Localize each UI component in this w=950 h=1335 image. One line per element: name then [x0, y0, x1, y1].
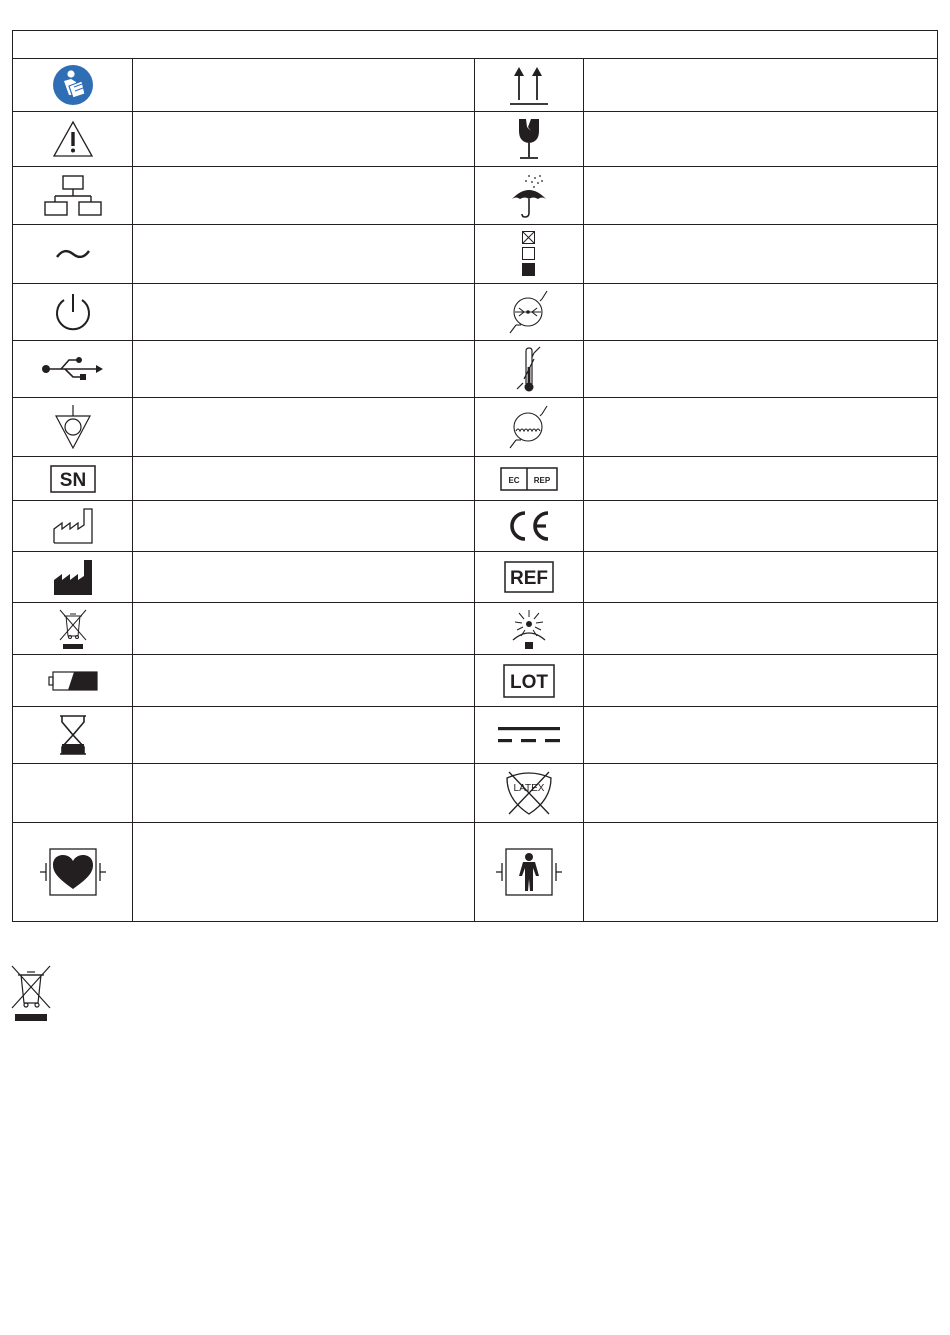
symbol-description — [584, 167, 938, 225]
symbol-cell — [13, 398, 133, 457]
symbol-cell — [475, 112, 584, 167]
latex-label: LATEX — [513, 783, 545, 794]
symbol-cell — [13, 501, 133, 552]
usb-icon — [41, 355, 105, 383]
table-row — [13, 225, 938, 284]
table-row — [13, 603, 938, 655]
symbol-cell — [13, 457, 133, 501]
table-row — [13, 341, 938, 398]
latex-free-icon — [503, 770, 555, 816]
symbol-description — [133, 603, 475, 655]
symbol-cell — [475, 655, 584, 707]
symbol-cell — [475, 823, 584, 922]
table-row — [13, 457, 938, 501]
batch-code-label: LOT — [510, 671, 548, 693]
reference-number-icon — [504, 561, 554, 593]
fragile-icon — [514, 117, 544, 161]
symbol-description — [133, 552, 475, 603]
battery-icon — [48, 671, 98, 691]
symbol-cell — [475, 764, 584, 823]
weee-disposal-icon — [10, 964, 52, 1022]
symbol-cell — [13, 284, 133, 341]
symbol-cell — [475, 225, 584, 284]
table-row — [13, 552, 938, 603]
symbol-cell — [475, 398, 584, 457]
symbol-description — [584, 603, 938, 655]
symbol-description — [133, 167, 475, 225]
table-row — [13, 707, 938, 764]
keep-dry-icon — [509, 173, 549, 219]
symbol-description — [133, 225, 475, 284]
table-row — [13, 398, 938, 457]
equipotential-icon — [53, 404, 93, 450]
consult-instructions-icon — [52, 64, 94, 106]
table-row — [13, 59, 938, 112]
symbol-cell — [475, 341, 584, 398]
symbol-description — [584, 398, 938, 457]
symbol-description — [133, 341, 475, 398]
symbol-description — [584, 552, 938, 603]
symbol-description — [584, 457, 938, 501]
symbol-cell — [13, 167, 133, 225]
symbol-cell — [13, 823, 133, 922]
authorized-representative-icon — [500, 467, 558, 491]
use-by-date-icon — [58, 714, 88, 756]
network-icon — [44, 175, 102, 217]
table-header-cell — [13, 31, 938, 59]
symbol-description — [133, 398, 475, 457]
symbol-description — [133, 764, 475, 823]
symbol-description — [133, 457, 475, 501]
symbol-description — [584, 823, 938, 922]
symbol-description — [584, 501, 938, 552]
defibrillation-proof-type-cf-icon — [39, 847, 107, 897]
table-row — [13, 764, 938, 823]
symbol-cell — [13, 112, 133, 167]
symbol-description — [133, 823, 475, 922]
symbol-cell — [13, 225, 133, 284]
symbol-description — [133, 112, 475, 167]
symbol-description — [133, 707, 475, 764]
direct-current-icon — [497, 725, 561, 745]
symbol-cell — [475, 59, 584, 112]
symbol-cell — [13, 341, 133, 398]
symbol-description — [584, 112, 938, 167]
symbol-description — [133, 501, 475, 552]
symbol-description — [584, 59, 938, 112]
symbol-description — [584, 284, 938, 341]
symbol-cell — [13, 655, 133, 707]
table-row — [13, 501, 938, 552]
temperature-limit-icon — [514, 345, 544, 393]
symbols-table — [12, 30, 938, 922]
table-row — [13, 112, 938, 167]
warning-triangle-icon — [52, 120, 94, 158]
stacking-limit-icon — [520, 230, 538, 278]
date-of-manufacture-icon — [52, 507, 94, 545]
symbol-cell — [475, 457, 584, 501]
humidity-limit-icon — [507, 404, 551, 450]
symbol-description — [133, 284, 475, 341]
symbol-description — [584, 655, 938, 707]
symbol-cell — [475, 552, 584, 603]
table-row — [13, 655, 938, 707]
symbol-cell — [475, 707, 584, 764]
serial-number-label: SN — [59, 469, 86, 491]
table-header-row — [13, 31, 938, 59]
symbol-cell — [475, 284, 584, 341]
ec-label: EC — [508, 475, 520, 485]
manufacturer-icon — [52, 558, 94, 596]
symbol-cell — [475, 501, 584, 552]
this-way-up-icon — [508, 64, 550, 106]
weee-disposal-icon — [58, 608, 88, 650]
reference-number-label: REF — [510, 568, 548, 589]
symbol-cell — [13, 59, 133, 112]
rep-label: REP — [533, 475, 551, 485]
ce-mark-icon — [506, 509, 552, 543]
power-standby-icon — [52, 291, 94, 333]
symbol-description — [584, 341, 938, 398]
symbol-description — [584, 225, 938, 284]
keep-away-from-sunlight-icon — [507, 608, 551, 650]
symbol-cell — [475, 167, 584, 225]
table-row — [13, 167, 938, 225]
symbol-cell — [13, 552, 133, 603]
symbol-cell — [13, 764, 133, 823]
table-row — [13, 284, 938, 341]
symbol-description — [584, 764, 938, 823]
atmospheric-pressure-limit-icon — [507, 289, 551, 335]
symbol-description — [133, 655, 475, 707]
batch-code-icon — [503, 664, 555, 698]
symbol-cell — [475, 603, 584, 655]
type-bf-applied-part-icon — [495, 847, 563, 897]
alternating-current-icon — [55, 246, 91, 262]
symbol-cell — [13, 707, 133, 764]
symbol-description — [133, 59, 475, 112]
serial-number-icon — [50, 465, 96, 493]
symbol-cell — [13, 603, 133, 655]
symbol-description — [584, 707, 938, 764]
table-row — [13, 823, 938, 922]
